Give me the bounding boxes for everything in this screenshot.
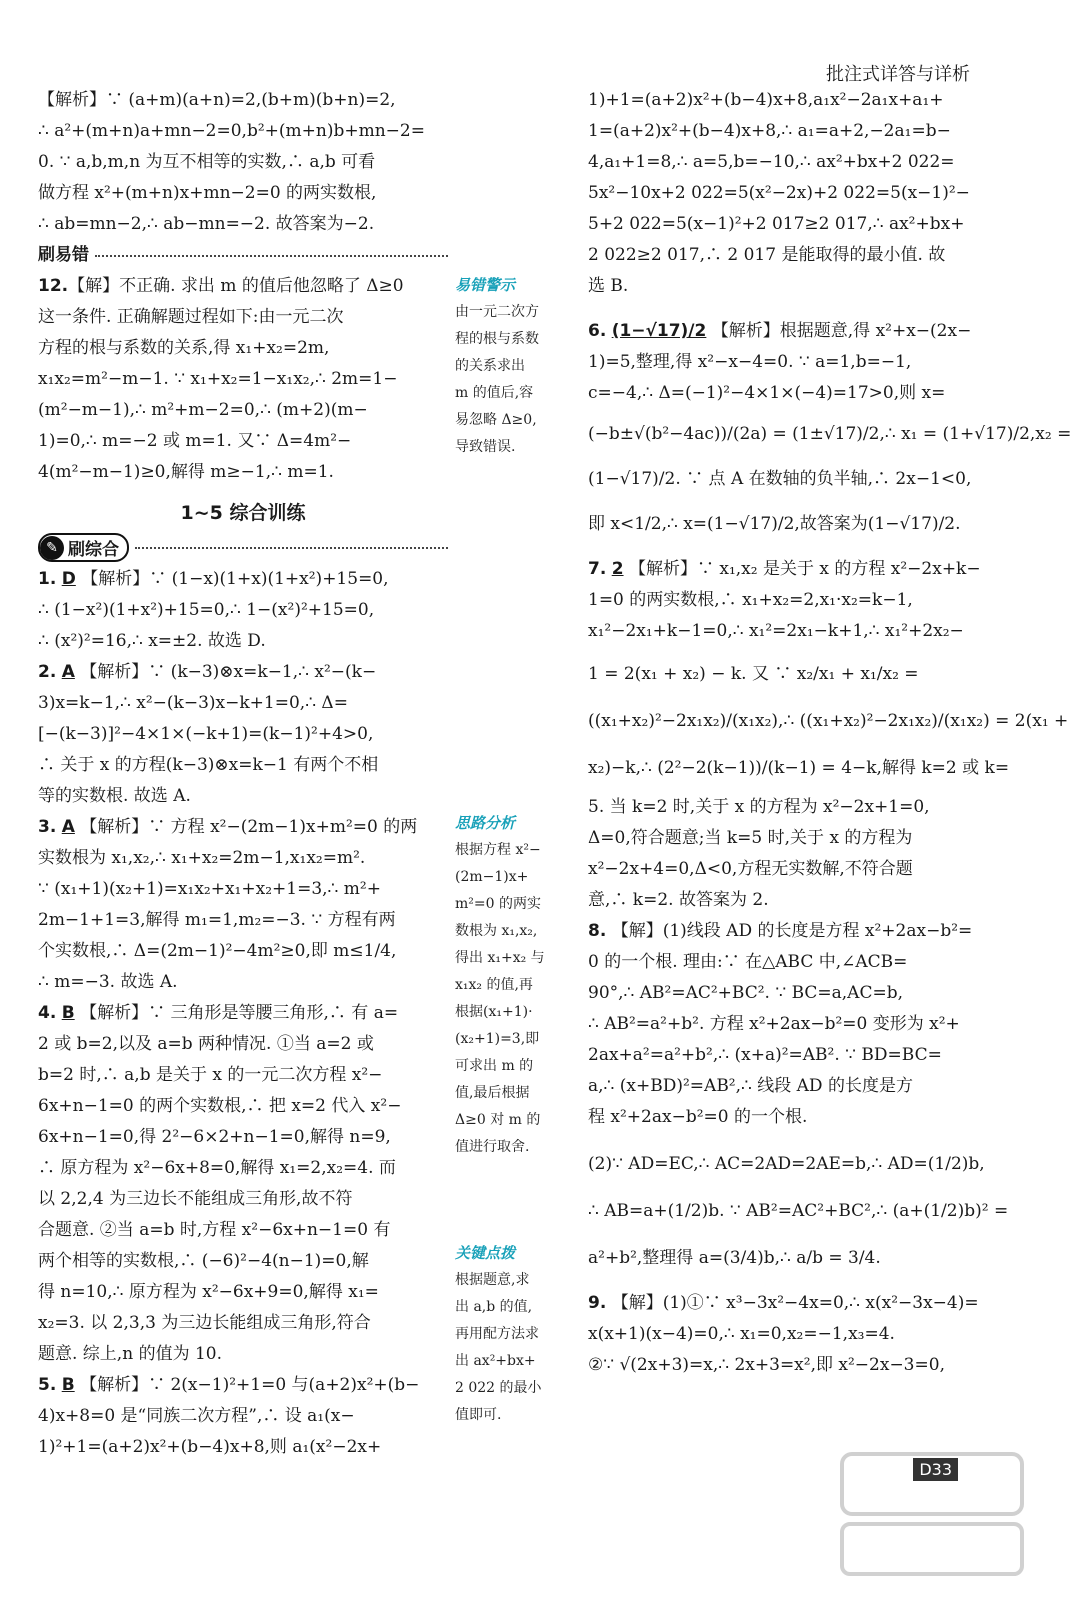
text-line: 值即可. <box>455 1407 502 1423</box>
side-note-tag: 易错警示 <box>455 276 516 294</box>
text-line: 值进行取舍. <box>455 1139 530 1155</box>
answer: B <box>61 1003 75 1023</box>
text-line: 程 x²+2ax−b²=0 的一个根. <box>588 1107 808 1127</box>
solution-9 <box>588 1288 988 1381</box>
dotted-divider <box>95 255 448 257</box>
text-line: 5+2 022=5(x−1)²+2 017≥2 017,∴ ax²+bx+ <box>588 214 965 234</box>
text-line: 4(m²−m−1)≥0,解得 m≥−1,∴ m=1. <box>38 462 334 482</box>
text-line: ∴ a²+(m+n)a+mn−2=0,b²+(m+n)b+mn−2= <box>38 121 425 141</box>
brush-error-heading <box>38 240 448 271</box>
text-line: 得出 x₁+x₂ 与 <box>455 950 545 966</box>
text-line: x(x+1)(x−4)=0,∴ x₁=0,x₂=−1,x₃=4. <box>588 1324 895 1344</box>
text-span: 【解析】∵ x₁,x₂ 是关于 x 的方程 x²−2x+k− <box>628 559 981 579</box>
solution-4 <box>38 998 448 1370</box>
problem-number: 4. <box>38 1003 57 1023</box>
text-span: 【解析】∵ 方程 x²−(2m−1)x+m²=0 的两 <box>80 817 418 837</box>
text-line: 以 2,2,4 为三边长不能组成三角形,故不符 <box>38 1189 353 1209</box>
text-line: 5x²−10x+2 022=5(x²−2x)+2 022=5(x−1)²− <box>588 183 970 203</box>
badge-label: 刷综合 <box>68 540 119 560</box>
text-line: ∴ (1−x²)(1+x²)+15=0,∴ 1−(x²)²+15=0, <box>38 600 375 620</box>
watermark-logo-icon <box>832 1444 1032 1584</box>
text-line: 由一元二次方 <box>455 304 539 320</box>
left-column <box>38 85 448 1463</box>
text-line <box>588 1288 988 1319</box>
text-line: 易忽略 Δ≥0, <box>455 412 537 428</box>
section-title: 1~5 综合训练 <box>180 502 306 524</box>
text-line <box>588 916 988 947</box>
text-line: 根据(x₁+1)· <box>455 1004 533 1020</box>
text-line: 等的实数根. 故选 A. <box>38 786 191 806</box>
text-line: (2m−1)x+ <box>455 869 529 885</box>
solution-1 <box>38 564 448 657</box>
text-line: (x₂+1)=3,即 <box>455 1031 540 1047</box>
solution-6 <box>588 316 1071 540</box>
solution-5-continued <box>588 85 988 302</box>
text-line <box>38 271 448 302</box>
text-line: a²+b²,整理得 a=(3/4)b,∴ a/b = 3/4. <box>588 1248 881 1268</box>
text-line: 4)x+8=0 是“同族二次方程”,∴ 设 a₁(x− <box>38 1406 355 1426</box>
text-line: [−(k−3)]²−4×1×(−k+1)=(k−1)²+4>0, <box>38 724 374 744</box>
text-line: x₂=3. 以 2,3,3 为三边长能组成三角形,符合 <box>38 1313 371 1333</box>
text-line: ∵ (x₁+1)(x₂+1)=x₁x₂+x₁+x₂+1=3,∴ m²+ <box>38 879 381 899</box>
text-line: ∴ 关于 x 的方程(k−3)⊗x=k−1 有两个不相 <box>38 755 379 775</box>
text-line: ∴ AB²=a²+b². 方程 x²+2ax−b²=0 变形为 x²+ <box>588 1014 960 1034</box>
text-line: Δ≥0 对 m 的 <box>455 1112 541 1128</box>
text-line: x₁x₂ 的值,再 <box>455 977 533 993</box>
text-line: ∴ AB=a+(1/2)b. ∵ AB²=AC²+BC²,∴ (a+(1/2)b)² = <box>588 1201 1009 1221</box>
problem-number: 5. <box>38 1375 57 1395</box>
right-column <box>588 85 1071 1381</box>
text-line: 数根为 x₁,x₂, <box>455 923 538 939</box>
text-line: 合题意. ②当 a=b 时,方程 x²−6x+n−1=0 有 <box>38 1220 391 1240</box>
text-line: 2 022 的最小 <box>455 1380 542 1396</box>
text-line <box>588 316 988 347</box>
problem-number: 2. <box>38 662 57 682</box>
text-span: 【解析】∵ (1−x)(1+x)(1+x²)+15=0, <box>81 569 389 589</box>
side-note-mistake-warning <box>455 272 565 461</box>
text-line <box>38 998 448 1029</box>
text-line: b=2 时,∴ a,b 是关于 x 的一元二次方程 x²− <box>38 1065 383 1085</box>
text-line: c=−4,∴ Δ=(−1)²−4×1×(−4)=17>0,则 x= <box>588 383 946 403</box>
text-line: 3)x=k−1,∴ x²−(k−3)x−k+1=0,∴ Δ= <box>38 693 348 713</box>
text-line: ∴ m=−3. 故选 A. <box>38 972 178 992</box>
text-line: 1)=0,∴ m=−2 或 m=1. 又∵ Δ=4m²− <box>38 431 352 451</box>
answer: A <box>61 817 75 837</box>
text-line: x₁²−2x₁+k−1=0,∴ x₁²=2x₁−k+1,∴ x₁²+2x₂− <box>588 621 964 641</box>
text-line: 6x+n−1=0 的两个实数根,∴ 把 x=2 代入 x²− <box>38 1096 402 1116</box>
text-line: 个实数根,∴ Δ=(2m−1)²−4m²≥0,即 m≤1/4, <box>38 941 397 961</box>
text-line: 方程的根与系数的关系,得 x₁+x₂=2m, <box>38 338 330 358</box>
text-line: 出 ax²+bx+ <box>455 1353 536 1369</box>
text-line: m²=0 的两实 <box>455 896 541 912</box>
solution-8 <box>588 916 1009 1274</box>
text-line: 两个相等的实数根,∴ (−6)²−4(n−1)=0,解 <box>38 1251 369 1271</box>
text-line: (1−√17)/2. ∵ 点 A 在数轴的负半轴,∴ 2x−1<0, <box>588 469 972 489</box>
text-line: 2m−1+1=3,解得 m₁=1,m₂=−3. ∵ 方程有两 <box>38 910 396 930</box>
text-line <box>38 1370 448 1401</box>
side-note-tag: 关键点拨 <box>455 1244 516 1262</box>
text-line: 根据方程 x²− <box>455 842 541 858</box>
text-line: 0. ∵ a,b,m,n 为互不相等的实数,∴ a,b 可看 <box>38 152 376 172</box>
text-span: 【解析】∵ 三角形是等腰三角形,∴ 有 a= <box>80 1003 399 1023</box>
text-line: 90°,∴ AB²=AC²+BC². ∵ BC=a,AC=b, <box>588 983 903 1003</box>
solution-2 <box>38 657 448 812</box>
text-span: 【解析】∵ (k−3)⊗x=k−1,∴ x²−(k− <box>80 662 377 682</box>
text-span: 【解析】∵ 2(x−1)²+1=0 与(a+2)x²+(b− <box>80 1375 420 1395</box>
dotted-divider <box>135 547 448 549</box>
text-line: 值,最后根据 <box>455 1085 530 1101</box>
text-line: 做方程 x²+(m+n)x+mn−2=0 的两实数根, <box>38 183 377 203</box>
text-line: 1)=5,整理,得 x²−x−4=0. ∵ a=1,b=−1, <box>588 352 912 372</box>
text-line: 1)+1=(a+2)x²+(b−4)x+8,a₁x²−2a₁x+a₁+ <box>588 90 944 110</box>
text-line: (−b±√(b²−4ac))/(2a) = (1±√17)/2,∴ x₁ = (1+√17)/2,x₂ = <box>588 424 1071 444</box>
text-line: 1)²+1=(a+2)x²+(b−4)x+8,则 a₁(x²−2x+ <box>38 1437 382 1457</box>
text-line: (m²−m−1),∴ m²+m−2=0,∴ (m+2)(m− <box>38 400 368 420</box>
text-line <box>588 554 988 585</box>
text-span: 【解】不正确. 求出 m 的值后他忽略了 Δ≥0 <box>68 276 404 296</box>
text-line: 0 的一个根. 理由:∵ 在△ABC 中,∠ACB= <box>588 952 908 972</box>
side-note-key-points <box>455 1240 565 1429</box>
text-line: ∴ 原方程为 x²−6x+8=0,解得 x₁=2,x₂=4. 而 <box>38 1158 396 1178</box>
text-line: 选 B. <box>588 276 629 296</box>
text-line: a,∴ (x+BD)²=AB²,∴ 线段 AD 的长度是方 <box>588 1076 913 1096</box>
text-line: 2 022≥2 017,∴ 2 017 是能取得的最小值. 故 <box>588 245 946 265</box>
text-line: 1=(a+2)x²+(b−4)x+8,∴ a₁=a+2,−2a₁=b− <box>588 121 951 141</box>
text-line: 根据题意,求 <box>455 1272 530 1288</box>
problem-number: 1. <box>38 569 57 589</box>
text-line: 出 a,b 的值, <box>455 1299 533 1315</box>
text-line: 这一条件. 正确解题过程如下:由一元二次 <box>38 307 344 327</box>
answer: (1−√17)/2 <box>611 321 707 341</box>
problem-number: 7. <box>588 559 607 579</box>
problem-number: 12. <box>38 276 69 296</box>
text-line: 意,∴ k=2. 故答案为 2. <box>588 890 769 910</box>
side-note-tag: 思路分析 <box>455 814 516 832</box>
brush-error-label: 刷易错 <box>38 245 89 265</box>
text-line: 6x+n−1=0,得 2²−6×2+n−1=0,解得 n=9, <box>38 1127 391 1147</box>
badge-row <box>38 533 448 562</box>
text-line: ②∵ √(2x+3)=x,∴ 2x+3=x²,即 x²−2x−3=0, <box>588 1355 945 1375</box>
text-line: 1 = 2(x₁ + x₂) − k. 又 ∵ x₂/x₁ + x₁/x₂ = <box>588 664 919 684</box>
text-line: x₁x₂=m²−m−1. ∵ x₁+x₂=1−x₁x₂,∴ 2m=1− <box>38 369 398 389</box>
text-line: 题意. 综上,n 的值为 10. <box>38 1344 223 1364</box>
problem-number: 8. <box>588 921 607 941</box>
answer: 2 <box>611 559 624 579</box>
text-line: ∴ ab=mn−2,∴ ab−mn=−2. 故答案为−2. <box>38 214 375 234</box>
text-span: 【解】(1)①∵ x³−3x²−4x=0,∴ x(x²−3x−4)= <box>611 1293 979 1313</box>
text-line: ∴ (x²)²=16,∴ x=±2. 故选 D. <box>38 631 266 651</box>
text-line: 1=0 的两实数根,∴ x₁+x₂=2,x₁·x₂=k−1, <box>588 590 913 610</box>
text-line: ((x₁+x₂)²−2x₁x₂)/(x₁x₂),∴ ((x₁+x₂)²−2x₁x₂)/(x₁x₂) = 2(x₁ + <box>588 711 1069 731</box>
solution-7 <box>588 554 1069 916</box>
problem-number: 9. <box>588 1293 607 1313</box>
solution-3 <box>38 812 448 998</box>
text-line: 2 或 b=2,以及 a=b 两种情况. ①当 a=2 或 <box>38 1034 374 1054</box>
text-line: 即 x<1/2,∴ x=(1−√17)/2,故答案为(1−√17)/2. <box>588 514 961 534</box>
text-line: x²−2x+4=0,Δ<0,方程无实数解,不符合题 <box>588 859 913 879</box>
text-line: 可求出 m 的 <box>455 1058 534 1074</box>
solution-5 <box>38 1370 448 1463</box>
answer: D <box>61 569 76 589</box>
text-line: 再用配方法求 <box>455 1326 539 1342</box>
text-line: 5. 当 k=2 时,关于 x 的方程为 x²−2x+1=0, <box>588 797 930 817</box>
text-line: 程的根与系数 <box>455 331 539 347</box>
text-line: 【解析】∵ (a+m)(a+n)=2,(b+m)(b+n)=2, <box>38 90 396 110</box>
text-span: 【解】(1)线段 AD 的长度是方程 x²+2ax−b²= <box>611 921 973 941</box>
text-line: Δ=0,符合题意;当 k=5 时,关于 x 的方程为 <box>588 828 913 848</box>
text-line <box>38 564 448 595</box>
solution-12 <box>38 271 448 488</box>
text-line <box>38 657 448 688</box>
pencil-icon: ✎ <box>40 536 64 560</box>
solution-11-continued <box>38 85 448 240</box>
text-line: x₂)−k,∴ (2²−2(k−1))/(k−1) = 4−k,解得 k=2 或 k= <box>588 758 1010 778</box>
text-line <box>38 812 448 843</box>
side-note-thinking-analysis <box>455 810 565 1161</box>
text-span: 【解析】根据题意,得 x²+x−(2x− <box>711 321 972 341</box>
text-line: 导致错误. <box>455 439 516 455</box>
text-line: 得 n=10,∴ 原方程为 x²−6x+9=0,解得 x₁= <box>38 1282 379 1302</box>
problem-number: 3. <box>38 817 57 837</box>
answer: A <box>61 662 75 682</box>
page-header: 批注式详答与详析 <box>826 64 970 85</box>
text-line: 的关系求出 <box>455 358 525 374</box>
answer: B <box>61 1375 75 1395</box>
problem-number: 6. <box>588 321 607 341</box>
text-line: 实数根为 x₁,x₂,∴ x₁+x₂=2m−1,x₁x₂=m². <box>38 848 366 868</box>
text-line: 4,a₁+1=8,∴ a=5,b=−10,∴ ax²+bx+2 022= <box>588 152 955 172</box>
comprehensive-badge <box>38 533 129 562</box>
page-number: D33 <box>913 1458 958 1481</box>
text-line: m 的值后,容 <box>455 385 534 401</box>
text-line: 2ax+a²=a²+b²,∴ (x+a)²=AB². ∵ BD=BC= <box>588 1045 942 1065</box>
text-line: (2)∵ AD=EC,∴ AC=2AD=2AE=b,∴ AD=(1/2)b, <box>588 1154 985 1174</box>
